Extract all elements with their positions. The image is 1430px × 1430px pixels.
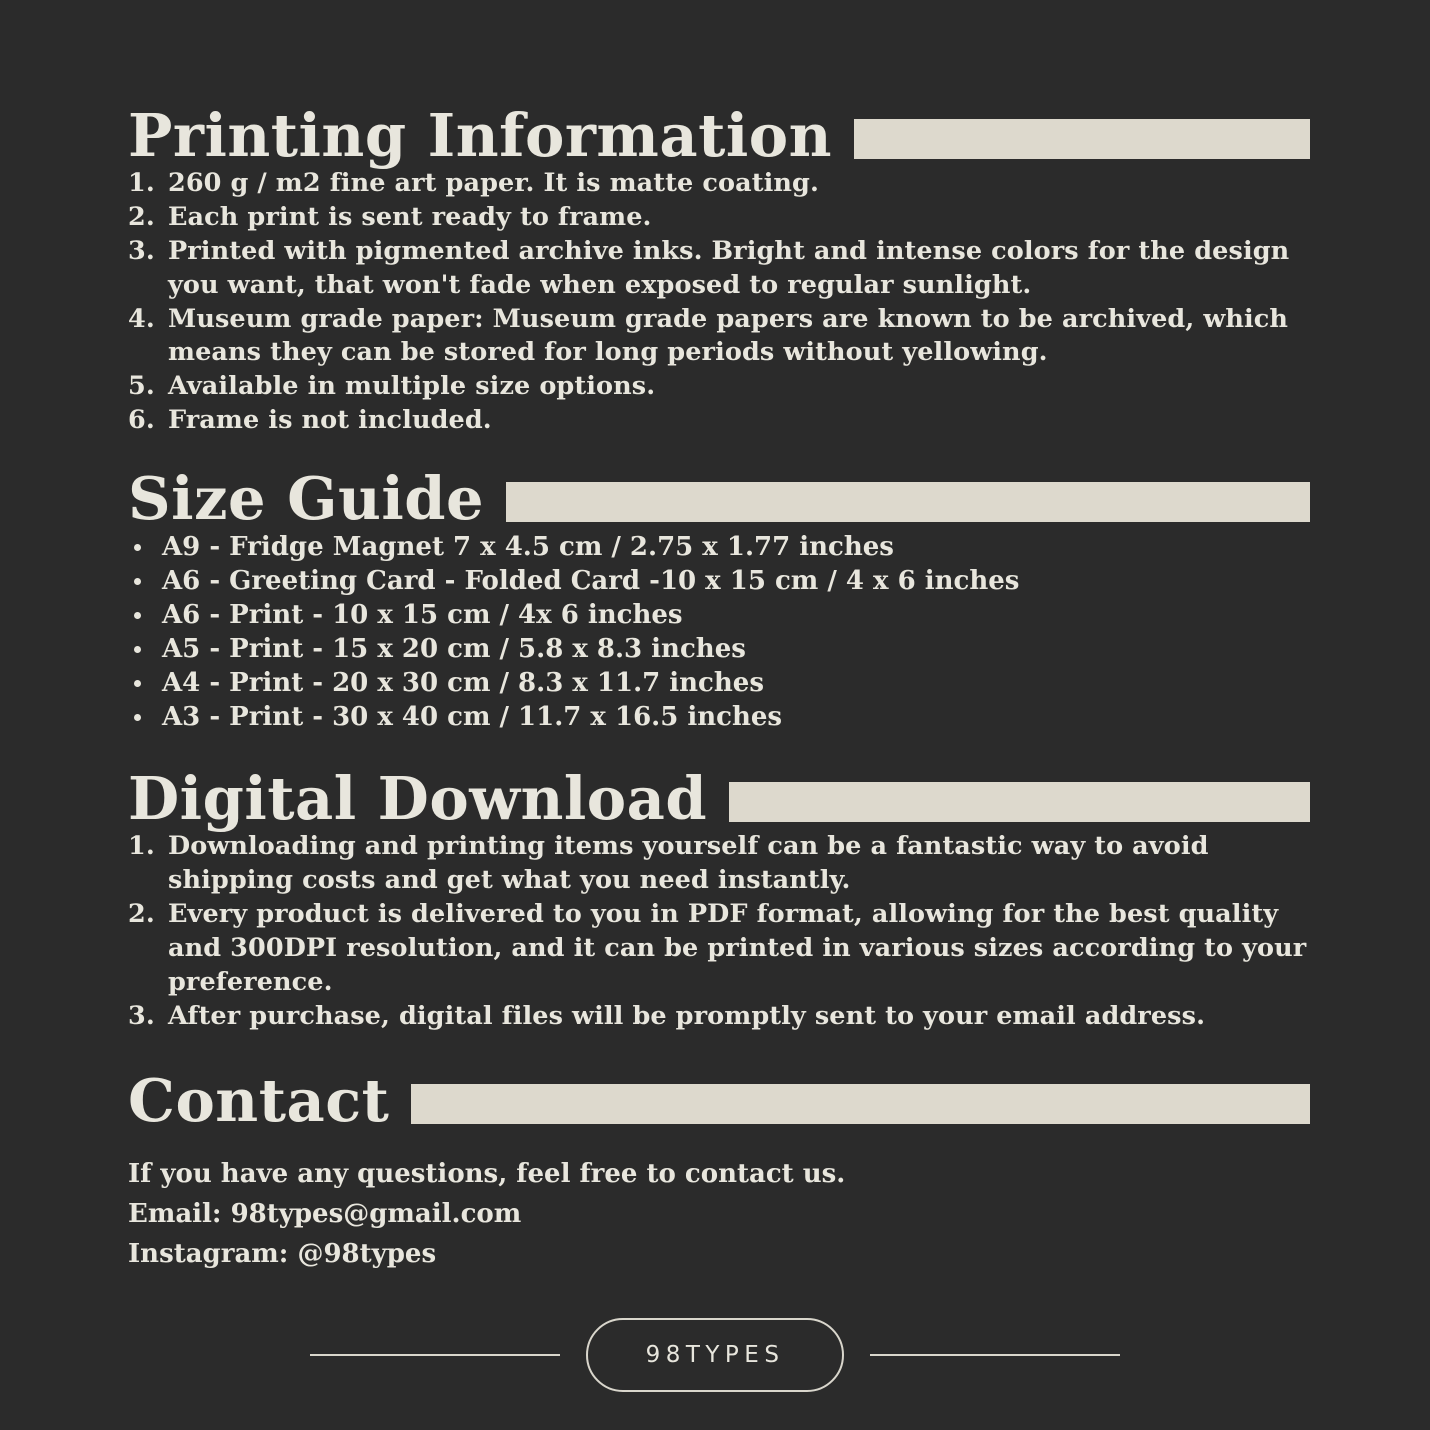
printing-information-list bbox=[128, 167, 1310, 438]
list-item bbox=[128, 1000, 1310, 1034]
section-header-digital-download bbox=[128, 764, 1310, 834]
list-item bbox=[128, 404, 1310, 438]
header-bar-digital-download bbox=[729, 782, 1310, 822]
header-bar-printing bbox=[854, 119, 1310, 159]
contact-email[interactable]: Email: 98types@gmail.com bbox=[128, 1199, 522, 1230]
list-item-text: Available in multiple size options. bbox=[168, 371, 656, 402]
contact-intro-text: If you have any questions, feel free to contact us. bbox=[128, 1158, 846, 1189]
footer bbox=[0, 1318, 1430, 1392]
list-item: A3 - Print - 30 x 40 cm / 11.7 x 16.5 inches bbox=[128, 700, 1310, 734]
list-item bbox=[128, 201, 1310, 235]
list-item bbox=[128, 830, 1310, 898]
section-title-printing: Printing Information bbox=[128, 101, 832, 170]
section-header-size-guide bbox=[128, 464, 1310, 534]
brand-logo: 98TYPES bbox=[586, 1318, 845, 1392]
contact-instagram[interactable]: Instagram: @98types bbox=[128, 1239, 437, 1270]
list-number: 3. bbox=[128, 1000, 155, 1031]
divider-left bbox=[310, 1354, 560, 1356]
list-item-text: Frame is not included. bbox=[168, 405, 492, 436]
list-item bbox=[128, 370, 1310, 404]
header-bar-size-guide bbox=[506, 482, 1310, 522]
list-item: A6 - Print - 10 x 15 cm / 4x 6 inches bbox=[128, 598, 1310, 632]
list-item-text: Printed with pigmented archive inks. Bright and intense colors for the design you want, that won't fade when exposed to regular sunlight. bbox=[168, 235, 1290, 300]
list-number: 1. bbox=[128, 167, 155, 198]
section-title-size-guide: Size Guide bbox=[128, 464, 485, 534]
list-item bbox=[128, 303, 1310, 371]
list-number: 5. bbox=[128, 371, 155, 402]
list-item: A9 - Fridge Magnet 7 x 4.5 cm / 2.75 x 1.77 inches bbox=[128, 530, 1310, 564]
header-bar-contact bbox=[411, 1084, 1310, 1124]
list-item: A5 - Print - 15 x 20 cm / 5.8 x 8.3 inches bbox=[128, 632, 1310, 666]
section-header-contact bbox=[128, 1065, 1310, 1135]
digital-download-list bbox=[128, 830, 1310, 1033]
list-item bbox=[128, 235, 1310, 303]
divider-right bbox=[870, 1354, 1120, 1356]
list-number: 3. bbox=[128, 235, 155, 266]
list-number: 6. bbox=[128, 405, 155, 436]
list-number: 2. bbox=[128, 899, 155, 930]
section-title-contact: Contact bbox=[128, 1065, 390, 1135]
section-title-digital-download: Digital Download bbox=[128, 764, 708, 834]
list-item-text: 260 g / m2 fine art paper. It is matte coating. bbox=[168, 167, 819, 198]
list-item: A4 - Print - 20 x 30 cm / 8.3 x 11.7 inches bbox=[128, 666, 1310, 700]
list-item bbox=[128, 898, 1310, 1000]
list-item bbox=[128, 167, 1310, 201]
list-item-text: Each print is sent ready to frame. bbox=[168, 201, 652, 232]
list-item-text: Every product is delivered to you in PDF format, allowing for the best quality and 300DPI resolution, and it can be printed in various sizes according to your preference. bbox=[168, 899, 1307, 997]
contact-details bbox=[128, 1154, 1310, 1275]
list-number: 4. bbox=[128, 303, 155, 334]
size-guide-list bbox=[128, 530, 1310, 734]
list-number: 2. bbox=[128, 201, 155, 232]
section-header-printing bbox=[128, 101, 1310, 170]
list-item: A6 - Greeting Card - Folded Card -10 x 15 cm / 4 x 6 inches bbox=[128, 564, 1310, 598]
list-item-text: Museum grade paper: Museum grade papers are known to be archived, which means they can be stored for long periods without yellowing. bbox=[168, 303, 1289, 368]
list-item-text: After purchase, digital files will be promptly sent to your email address. bbox=[168, 1000, 1206, 1031]
list-item-text: Downloading and printing items yourself can be a fantastic way to avoid shipping costs and get what you need instantly. bbox=[168, 831, 1209, 896]
list-number: 1. bbox=[128, 831, 155, 862]
